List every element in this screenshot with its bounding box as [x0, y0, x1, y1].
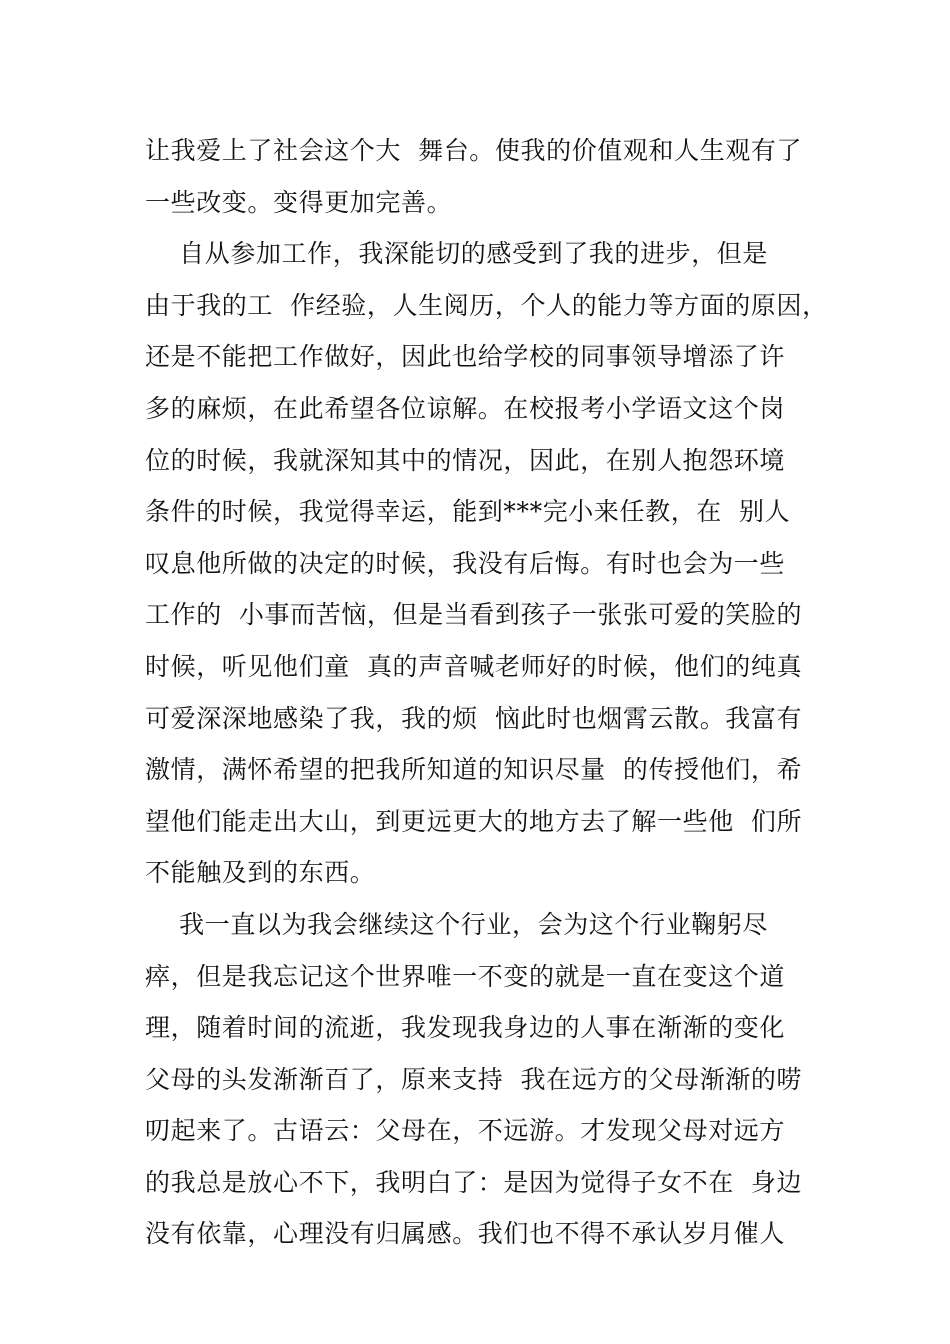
text-line: 不能触及到的东西。 — [145, 858, 376, 888]
text-line: 一些改变。变得更加完善。 — [145, 187, 453, 217]
text-line: 时候，听见他们童 真的声音喊老师好的时候，他们的纯真 — [145, 651, 803, 681]
text-line: 还是不能把工作做好，因此也给学校的同事领导增添了许 — [145, 342, 786, 372]
text-line: 望他们能走出大山，到更远更大的地方去了解一些他 们所 — [145, 806, 803, 836]
text-line: 叨起来了。古语云：父母在，不远游。才发现父母对远方 — [145, 1116, 786, 1146]
text-line: 激情，满怀希望的把我所知道的知识尽量 的传授他们，希 — [145, 755, 803, 785]
text-line: 可爱深深地感染了我，我的烦 恼此时也烟霄云散。我富有 — [145, 703, 803, 733]
text-line: 的我总是放心不下，我明白了：是因为觉得子女不在 身边 — [145, 1167, 803, 1197]
text-line: 自从参加工作，我深能切的感受到了我的进步，但是 — [145, 239, 768, 269]
text-line: 叹息他所做的决定的时候，我没有后悔。有时也会为一些 — [145, 548, 786, 578]
text-line: 条件的时候，我觉得幸运，能到***完小来任教，在 别人 — [145, 497, 791, 527]
text-line: 理，随着时间的流逝，我发现我身边的人事在渐渐的变化 — [145, 1013, 786, 1043]
body-text — [145, 125, 828, 1260]
text-line: 父母的头发渐渐百了，原来支持 我在远方的父母渐渐的唠 — [145, 1064, 803, 1094]
text-line: 工作的 小事而苦恼，但是当看到孩子一张张可爱的笑脸的 — [145, 600, 803, 630]
text-line: 没有依靠，心理没有归属感。我们也不得不承认岁月催人 — [145, 1219, 786, 1249]
text-line: 我一直以为我会继续这个行业，会为这个行业鞠躬尽 — [145, 909, 768, 939]
text-line: 多的麻烦，在此希望各位谅解。在校报考小学语文这个岗 — [145, 393, 786, 423]
text-line: 让我爱上了社会这个大 舞台。使我的价值观和人生观有了 — [145, 136, 803, 165]
text-line: 由于我的工 作经验，人生阅历，个人的能力等方面的原因， — [145, 290, 828, 320]
text-line: 位的时候，我就深知其中的情况，因此，在别人抱怨环境 — [145, 445, 786, 475]
text-line: 瘁，但是我忘记这个世界唯一不变的就是一直在变这个道 — [145, 961, 786, 991]
